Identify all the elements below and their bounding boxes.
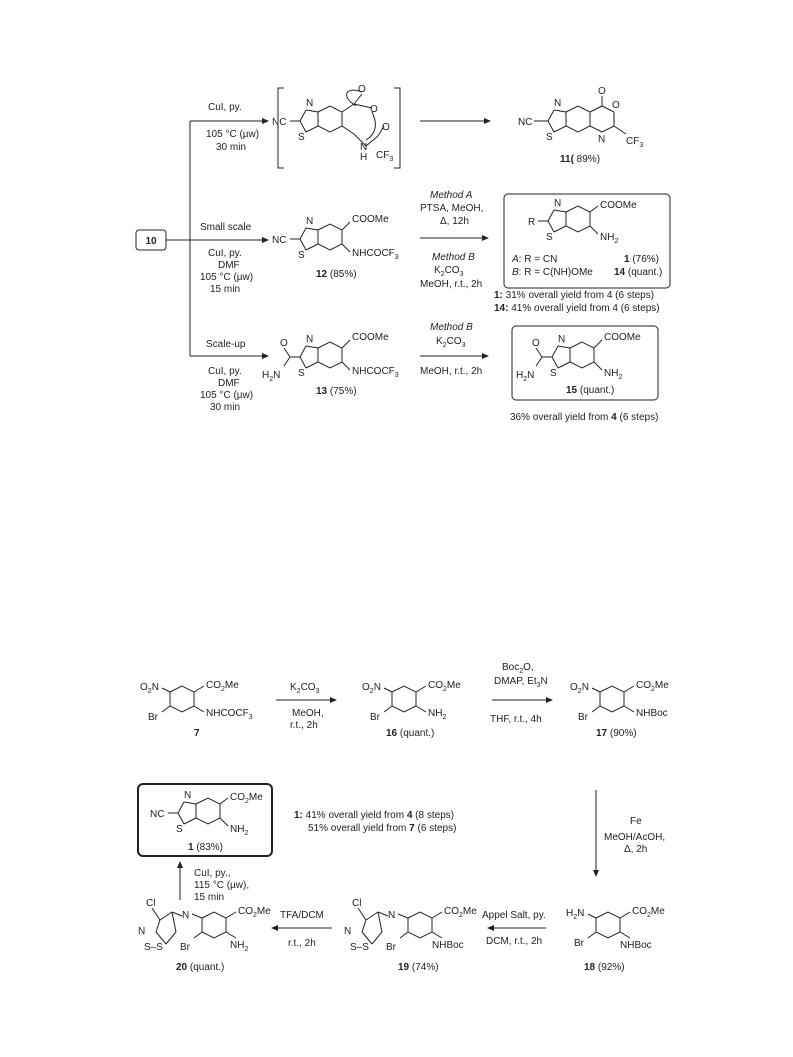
p11-o-ring: O (612, 100, 620, 111)
p15-h2n: $H_2N$ (516, 370, 535, 383)
methodA-title: Method A (430, 190, 473, 201)
mid-cond-2: DMF (218, 260, 240, 271)
c7-br: Br (148, 712, 158, 723)
bracket-intermediate (272, 84, 400, 168)
c16-co2me: $CO_2Me$ (428, 680, 461, 693)
bot-cond-3: 105 °C (µw) (200, 390, 254, 401)
p1-a-line: A: R = CN (512, 254, 558, 265)
c12-label: 12 (85%) (316, 269, 357, 280)
p15-n: N (558, 334, 566, 345)
c18-co2me: $CO_2Me$ (632, 906, 665, 919)
inter-o2: O (370, 104, 378, 115)
p11-n2: N (598, 134, 606, 145)
step3-c1: Fe (630, 816, 642, 827)
compound-20 (138, 898, 271, 973)
c13-o: O (280, 338, 288, 349)
c12-cn: NC (272, 235, 287, 246)
c1-n: N (184, 790, 192, 801)
bot-label: Scale-up (206, 339, 246, 350)
c17-no2: $O_2N$ (570, 682, 589, 695)
methodB-c2: MeOH, r.t., 2h (420, 279, 483, 290)
c12-coome: COOMe (352, 214, 389, 225)
p1-r: R (528, 217, 536, 228)
compound-17 (570, 680, 669, 739)
c1-co2me: $CO_2Me$ (230, 792, 263, 805)
bot-cond-1: CuI, py. (208, 366, 242, 377)
p15-s: S (550, 368, 557, 379)
p14-yield: 14 (quant.) (614, 267, 663, 278)
step3-c3: Δ, 2h (624, 844, 648, 855)
c20-co2me: $CO_2Me$ (238, 906, 271, 919)
c1-cn: NC (150, 809, 165, 820)
c1-s: S (176, 824, 183, 835)
c12-n: N (306, 216, 314, 227)
c16-nh2: $NH_2$ (428, 708, 447, 721)
compound-1-14 (511, 198, 662, 278)
c20-s: S–S (144, 942, 163, 953)
c16-no2: $O_2N$ (362, 682, 381, 695)
p1-yield: 1 (76%) (624, 254, 660, 265)
top-cond-3: 30 min (216, 142, 247, 153)
c18-nh: NHBoc (620, 940, 652, 951)
p1-nh2: $NH_2$ (600, 232, 619, 245)
step4-c1: Appel Salt, py. (482, 910, 546, 921)
c18-label: 18 (92%) (584, 962, 625, 973)
c16-label: 16 (quant.) (386, 728, 435, 739)
bot-method-c2: MeOH, r.t., 2h (420, 366, 483, 377)
c19-cl: Cl (352, 898, 362, 909)
p1-s: S (546, 232, 553, 243)
inter-s: S (298, 132, 305, 143)
step1-c3: r.t., 2h (290, 720, 318, 731)
c7-label: 7 (194, 728, 200, 739)
overall-yield-1: 1: 31% overall yield from 4 (6 steps) (494, 290, 655, 301)
c20-label: 20 (quant.) (176, 962, 225, 973)
c17-co2me: $CO_2Me$ (636, 680, 669, 693)
bot-cond-2: DMF (218, 378, 240, 389)
compound-13 (262, 332, 399, 397)
mid-label: Small scale (200, 222, 252, 233)
c13-s: S (298, 368, 305, 379)
compound-1 (150, 790, 263, 853)
inter-n: N (306, 98, 314, 109)
compound-18 (566, 906, 665, 973)
overall-yield-14: 14: 41% overall yield from 4 (6 steps) (494, 303, 660, 314)
c17-label: 17 (90%) (596, 728, 637, 739)
inter-o1: O (358, 84, 366, 95)
compound-16 (362, 680, 461, 739)
c19-co2me: $CO_2Me$ (444, 906, 477, 919)
compound-19 (344, 898, 477, 973)
mid-cond-1: CuI, py. (208, 248, 242, 259)
c17-nh: NHBoc (636, 708, 668, 719)
c7-nh: $NHCOCF_3$ (206, 708, 253, 721)
c19-n2: N (344, 926, 352, 937)
c19-label: 19 (74%) (398, 962, 439, 973)
c19-n: N (388, 910, 396, 921)
c1-nh2: $NH_2$ (230, 824, 249, 837)
c17-br: Br (578, 712, 588, 723)
methodB-c1: $K_2CO_3$ (434, 265, 464, 278)
mid-cond-4: 15 min (210, 284, 241, 295)
step4-c2: DCM, r.t., 2h (486, 936, 543, 947)
step2-c1: Boc$_2$O, (502, 662, 534, 675)
inter-cf3: $CF_3$ (376, 150, 394, 163)
upper-scheme (136, 84, 670, 423)
p11-s: S (546, 132, 553, 143)
c7-co2me: $CO_2Me$ (206, 680, 239, 693)
c18-h2n: $H_2N$ (566, 908, 585, 921)
p11-o-top: O (598, 86, 606, 97)
lower-overall-1: 1: 41% overall yield from 4 (8 steps) (294, 810, 455, 821)
p1-n: N (554, 198, 562, 209)
compound-10-label: 10 (145, 236, 157, 247)
c19-br: Br (386, 942, 396, 953)
c13-coome: COOMe (352, 332, 389, 343)
c12-nhcocf3: $NHCOCF_3$ (352, 248, 399, 261)
c13-n: N (306, 334, 314, 345)
c7-no2: $O_2N$ (140, 682, 159, 695)
bot-method: Method B (430, 322, 473, 333)
compound-12 (272, 214, 399, 280)
lower-overall-2: 51% overall yield from 7 (6 steps) (308, 823, 457, 834)
c16-br: Br (370, 712, 380, 723)
inter-nh-h: H (360, 152, 368, 163)
c19-s: S–S (350, 942, 369, 953)
top-cond-1: CuI, py. (208, 102, 242, 113)
mid-cond-3: 105 °C (µw) (200, 272, 254, 283)
c1-label: 1 (83%) (188, 842, 224, 853)
c13-h2n: $H_2N$ (262, 370, 281, 383)
step6-c2: 115 °C (µw), (194, 880, 250, 891)
step2-c3: THF, r.t., 4h (490, 714, 542, 725)
overall-yield-15: 36% overall yield from 4 (6 steps) (510, 412, 659, 423)
step6-c3: 15 min (194, 892, 225, 903)
p15-nh2: $NH_2$ (604, 368, 623, 381)
p11-cf3: $CF_3$ (626, 136, 644, 149)
c20-n: N (182, 910, 190, 921)
c13-label: 13 (75%) (316, 386, 357, 397)
step5-c2: r.t., 2h (288, 938, 316, 949)
p11-cn: NC (518, 117, 533, 128)
inter-nh-n: N (360, 142, 368, 153)
compound-11 (518, 86, 643, 165)
step2-c2: DMAP, $Et_3N$ (494, 676, 548, 689)
c13-nhcocf3: $NHCOCF_3$ (352, 366, 399, 379)
methodB-title: Method B (432, 252, 475, 263)
inter-o3: O (382, 122, 390, 133)
c20-nh2: $NH_2$ (230, 940, 249, 953)
c20-n2: N (138, 926, 146, 937)
top-cond-2: 105 °C (µw) (206, 129, 260, 140)
methodA-c1: PTSA, MeOH, (420, 203, 484, 214)
c18-br: Br (574, 938, 584, 949)
lower-scheme (138, 662, 669, 973)
p15-coome: COOMe (604, 332, 641, 343)
p11-n: N (554, 98, 562, 109)
step3-c2: MeOH/AcOH, (604, 832, 666, 843)
c20-br: Br (180, 942, 190, 953)
compound-7 (140, 680, 253, 739)
p1-coome: COOMe (600, 200, 637, 211)
step1-c1: $K_2CO_3$ (290, 682, 320, 695)
step5-c1: TFA/DCM (280, 910, 324, 921)
bot-cond-4: 30 min (210, 402, 241, 413)
p11-label: 11( 89%) (560, 154, 601, 165)
p15-o: O (532, 338, 540, 349)
c12-s: S (298, 250, 305, 261)
c20-cl: Cl (146, 898, 156, 909)
step1-c2: MeOH, (292, 708, 324, 719)
methodA-c2: Δ, 12h (440, 216, 469, 227)
step6-c1: CuI, py., (194, 868, 231, 879)
c19-nh: NHBoc (432, 940, 464, 951)
inter-cn: NC (272, 117, 287, 128)
p1-b-line: B: R = C(NH)OMe (512, 267, 593, 278)
compound-15 (516, 332, 641, 396)
bot-method-c1: $K_2CO_3$ (436, 336, 466, 349)
p15-label: 15 (quant.) (566, 385, 615, 396)
